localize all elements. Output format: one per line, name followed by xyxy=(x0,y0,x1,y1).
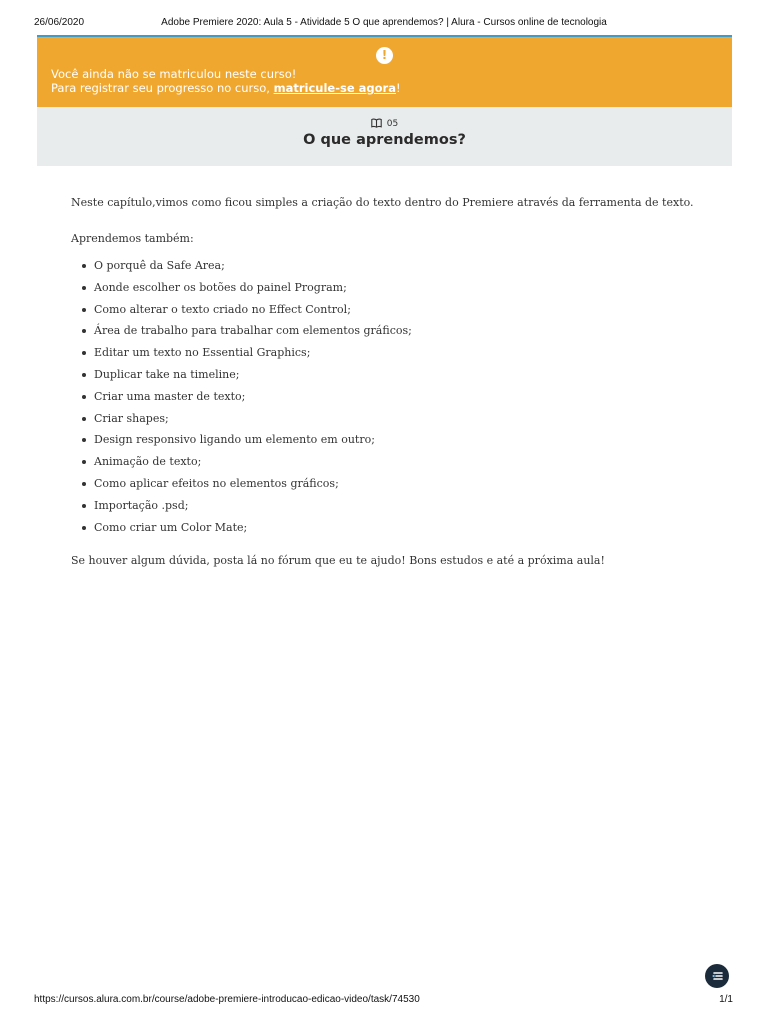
task-header xyxy=(37,107,732,166)
print-header xyxy=(0,0,768,34)
list-item: Criar shapes; xyxy=(94,410,711,432)
list-item: Criar uma master de texto; xyxy=(94,388,711,410)
banner-line-2-suffix: ! xyxy=(395,81,401,95)
list-item: Importação .psd; xyxy=(94,497,711,519)
list-item: Editar um texto no Essential Graphics; xyxy=(94,344,711,366)
learned-list xyxy=(71,257,711,540)
banner-line-2 xyxy=(51,81,401,95)
menu-list-icon xyxy=(705,964,729,988)
task-title: O que aprendemos? xyxy=(303,132,466,148)
exclamation-icon: ! xyxy=(376,47,393,64)
list-item: Animação de texto; xyxy=(94,453,711,475)
list-item: Como alterar o texto criado no Effect Control; xyxy=(94,301,711,323)
intro-paragraph: Neste capítulo,vimos como ficou simples a criação do texto dentro do Premiere através da ferramenta de texto. xyxy=(71,196,694,209)
banner-line-1: Você ainda não se matriculou neste curso! xyxy=(51,67,297,81)
print-page-title: Adobe Premiere 2020: Aula 5 - Atividade 5 O que aprendemos? | Alura - Cursos online de tecnologia xyxy=(161,17,607,28)
print-date: 26/06/2020 xyxy=(34,17,85,28)
task-number-label: 05 xyxy=(386,119,399,129)
task-number xyxy=(37,118,732,129)
list-item: Design responsivo ligando um elemento em outro; xyxy=(94,431,711,453)
closing-paragraph: Se houver algum dúvida, posta lá no fórum que eu te ajudo! Bons estudos e até a próxima aula! xyxy=(71,554,605,568)
list-item: Duplicar take na timeline; xyxy=(94,366,711,388)
print-page-number: 1/1 xyxy=(719,994,733,1005)
banner-message xyxy=(51,67,401,95)
book-icon xyxy=(371,118,382,128)
also-learned-label: Aprendemos também: xyxy=(71,232,194,245)
list-item: Como criar um Color Mate; xyxy=(94,519,711,541)
enrollment-banner xyxy=(37,35,732,107)
list-item: Área de trabalho para trabalhar com elementos gráficos; xyxy=(94,322,711,344)
list-item: Como aplicar efeitos no elementos gráficos; xyxy=(94,475,711,497)
list-item: Aonde escolher os botões do painel Program; xyxy=(94,279,711,301)
enroll-now-link[interactable]: matricule-se agora xyxy=(273,81,396,95)
print-url: https://cursos.alura.com.br/course/adobe-premiere-introducao-edicao-video/task/74530 xyxy=(34,994,420,1005)
list-item: O porquê da Safe Area; xyxy=(94,257,711,279)
menu-list-button[interactable] xyxy=(705,964,729,988)
banner-line-2-prefix: Para registrar seu progresso no curso, xyxy=(51,81,274,95)
lesson-content xyxy=(71,194,711,569)
